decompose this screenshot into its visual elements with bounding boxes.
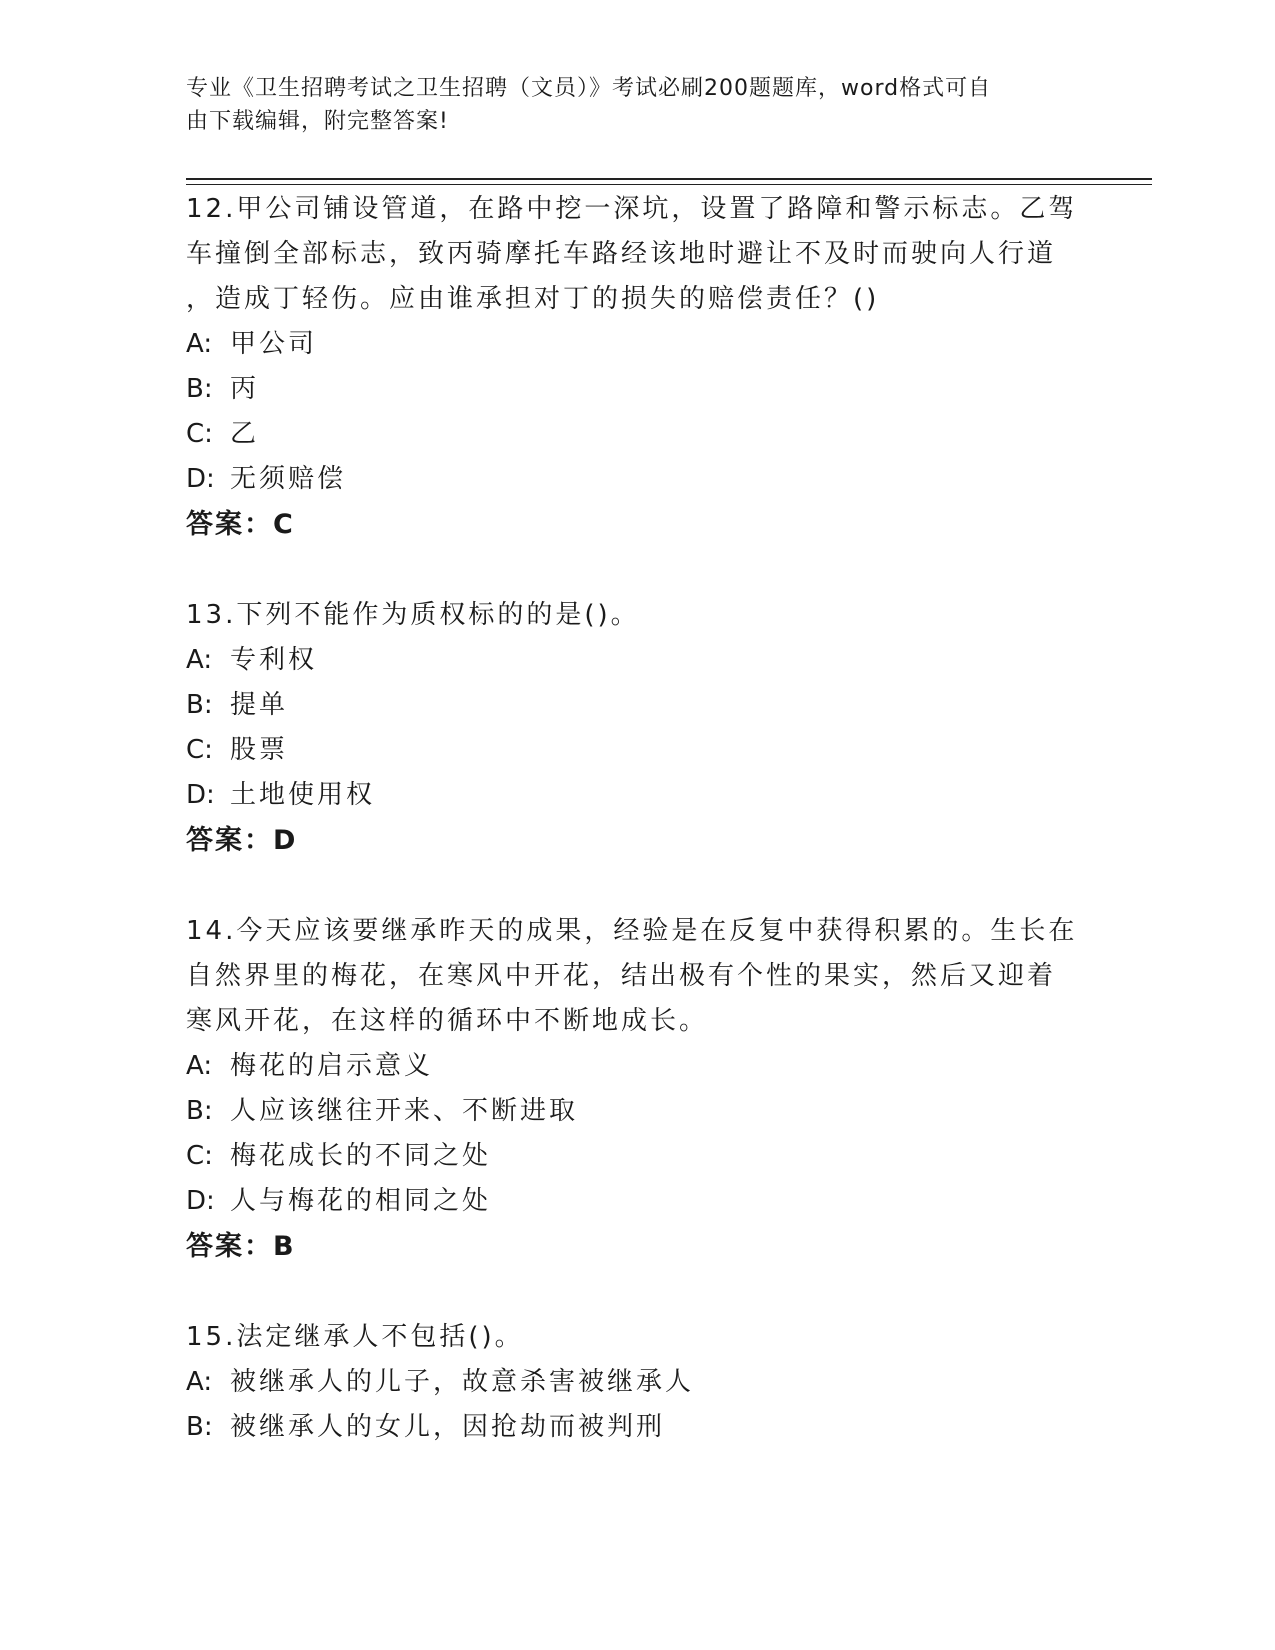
question-stem-line: 车撞倒全部标志，致丙骑摩托车路经该地时避让不及时而驶向人行道 <box>186 239 1057 269</box>
question-13 <box>186 593 1086 864</box>
option-text: 梅花的启示意义 <box>230 1051 434 1081</box>
option-letter: D: <box>186 464 215 494</box>
question-stem-line: ，造成丁轻伤。应由谁承担对丁的损失的赔偿责任？() <box>186 284 880 314</box>
option-text: 丙 <box>230 374 260 404</box>
option-letter: B: <box>186 374 213 404</box>
question-stem-line: 14.今天应该要继承昨天的成果，经验是在反复中获得积累的。生长在 <box>186 916 1078 946</box>
option-c <box>186 728 1086 773</box>
header-line-1: 专业《卫生招聘考试之卫生招聘（文员）》考试必刷200题题库，word格式可自 <box>186 76 992 101</box>
option-letter: B: <box>186 1412 213 1442</box>
option-text: 无须赔偿 <box>230 464 347 494</box>
option-text: 人应该继往开来、不断进取 <box>230 1096 579 1126</box>
option-text: 梅花成长的不同之处 <box>230 1141 492 1171</box>
option-a <box>186 1360 1086 1405</box>
option-d <box>186 1179 1086 1224</box>
option-letter: C: <box>186 1141 213 1171</box>
question-spacer <box>186 548 1086 593</box>
option-text: 人与梅花的相同之处 <box>230 1186 492 1216</box>
option-letter: B: <box>186 690 213 720</box>
option-letter: A: <box>186 645 213 675</box>
question-stem-line: 12.甲公司铺设管道，在路中挖一深坑，设置了路障和警示标志。乙驾 <box>186 194 1078 224</box>
answer-label: 答案：B <box>186 1231 296 1262</box>
question-stem-line: 15.法定继承人不包括()。 <box>186 1322 524 1352</box>
question-stem-line: 13.下列不能作为质权标的的是()。 <box>186 600 640 630</box>
option-letter: A: <box>186 1367 213 1397</box>
option-text: 土地使用权 <box>230 780 376 810</box>
option-d <box>186 773 1086 818</box>
option-a <box>186 1044 1086 1089</box>
option-text: 提单 <box>230 690 289 720</box>
question-list <box>186 187 1086 1450</box>
header-divider-thick <box>186 178 1152 180</box>
header-line-2: 由下载编辑，附完整答案! <box>186 109 449 134</box>
option-letter: A: <box>186 329 213 359</box>
option-b <box>186 367 1086 412</box>
question-stem-line: 寒风开花，在这样的循环中不断地成长。 <box>186 1006 709 1036</box>
option-text: 被继承人的儿子，故意杀害被继承人 <box>230 1367 695 1397</box>
option-letter: B: <box>186 1096 213 1126</box>
option-letter: D: <box>186 1186 215 1216</box>
question-spacer <box>186 864 1086 909</box>
option-d <box>186 457 1086 502</box>
answer-label: 答案：D <box>186 825 298 856</box>
document-header <box>186 72 1066 138</box>
option-letter: C: <box>186 735 213 765</box>
option-c <box>186 412 1086 457</box>
option-a <box>186 638 1086 683</box>
option-c <box>186 1134 1086 1179</box>
option-text: 股票 <box>230 735 289 765</box>
question-spacer <box>186 1270 1086 1315</box>
question-15 <box>186 1315 1086 1450</box>
option-letter: C: <box>186 419 213 449</box>
option-b <box>186 683 1086 728</box>
option-letter: A: <box>186 1051 213 1081</box>
option-b <box>186 1405 1086 1450</box>
question-12 <box>186 187 1086 548</box>
option-text: 专利权 <box>230 645 318 675</box>
option-text: 甲公司 <box>230 329 318 359</box>
answer-label: 答案：C <box>186 509 295 540</box>
question-14 <box>186 909 1086 1270</box>
question-stem-line: 自然界里的梅花，在寒风中开花，结出极有个性的果实，然后又迎着 <box>186 961 1057 991</box>
option-text: 被继承人的女儿，因抢劫而被判刑 <box>230 1412 666 1442</box>
option-b <box>186 1089 1086 1134</box>
option-text: 乙 <box>230 419 260 449</box>
header-divider-thin <box>186 184 1152 185</box>
option-a <box>186 322 1086 367</box>
option-letter: D: <box>186 780 215 810</box>
